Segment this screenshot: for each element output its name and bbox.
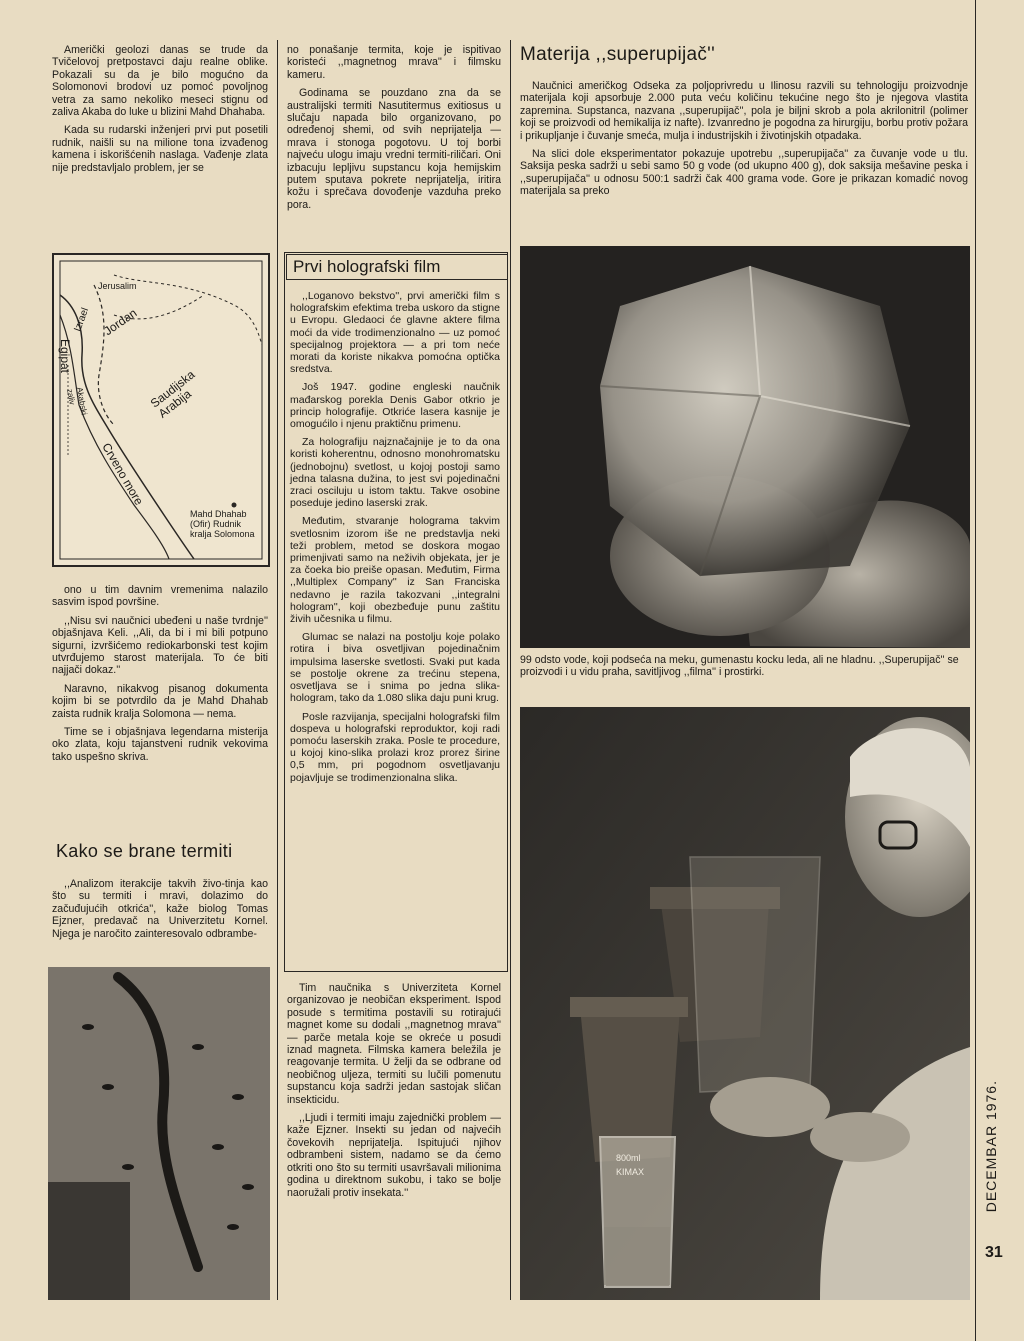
paragraph: Godinama se pouzdano zna da se australijski termiti Nasutitermus exitiosus u slučaju napada bilo organizovano, po određenoj shemi, od svih neprijatelja — mrava i stonoga pogotovu. U toj borbi najveću ulogu imaju vredni termiti-riličari. Oni izbacuju lepljivu supstancu koja hemijskim putem sputava pokrete neprijatelja, iritira kožu i sprečava dovođenje vazduha preko pora. — [287, 87, 501, 211]
column2-bottom-text — [287, 982, 501, 1205]
experimenter-photo — [520, 707, 970, 1300]
paragraph: Još 1947. godine engleski naučnik mađarskog porekla Denis Gabor otkrio je princip holografije. Otkriće lasera kasnije je omogućilo i njenu praktičnu primenu. — [290, 381, 500, 431]
map-label-gulf-of-aqaba: Akabski zaliv — [65, 386, 89, 416]
column-rule-1 — [277, 40, 278, 1300]
right-margin-rule — [975, 0, 976, 1341]
termite-illustration — [48, 967, 270, 1300]
paragraph: ono u tim davnim vremenima nalazilo sasvim ispod površine. — [52, 584, 268, 609]
map-label-egypt: Egipat — [58, 338, 73, 374]
paragraph: Naučnici američkog Odseka za poljoprivredu u Ilinosu razvili su tehnologiju proizvodnje materijala koji apsorbuje 2.000 puta veću količinu tekućine nego što je njegova vlastita zapremina. Supstanca, nazvana ,,superupijač'', pola je biljni skrob a pola akrilonitril (polimer koji se proizvodi od hemikalija iz nafte). Izvanredno je pogodna za hirurgiju, borbu protiv požara i prikupljanje i čuvanje smeća, mulja i industrijskih i životinjskih otpadaka. — [520, 80, 968, 142]
paragraph: ,,Nisu svi naučnici ubeđeni u naše tvrdnje'' objašnjava Keli. ,,Ali, da bi i mi bili potpuno sigurni, izvršićemo rediokarbonski test kojim utvrđujemo starost materijala. To će biti najjači dokaz.'' — [52, 614, 268, 677]
issue-date: DECEMBAR 1976. — [983, 1080, 999, 1213]
map-label-saudi-arabia: Saudijska Arabija — [147, 367, 198, 421]
termiti-heading: Kako se brane termiti — [56, 841, 233, 861]
termite-photo — [48, 967, 270, 1300]
map-label-mahd-dhahab: Mahd Dhahab (Ofir) Rudnik kralja Solomona — [190, 509, 255, 539]
paragraph: Posle razvijanja, specijalni holografski film dospeva u holografski reproduktor, koji radi pomoću laserskih zraka. Posle te procedure, u kojoj kino-slika prolazi kroz prorez širine 0,5 mm, pri pogodnom osvetljavanju pojavljuje se trodimenzionalna slika. — [290, 710, 500, 784]
paragraph: Naravno, nikakvog pisanog dokumenta kojim bi se potvrdilo da je Mahd Dhahab zaista rudnik kralja Solomona — nema. — [52, 682, 268, 720]
map-label-jerusalem: Jerusalim — [98, 281, 137, 291]
cube-illustration — [520, 246, 970, 648]
paragraph: Na slici dole eksperimentator pokazuje upotrebu ,,superupijača'' za čuvanje vode u tlu. Saksija peska sadrži u sebi samo 50 g vode (od ukupno 400 g), dok saksija mešavine peska i ,,superupijača'' u odnosu 500:1 sadrži čak 400 grama vode. Gore je prikazan komadić novog materijala sa preko — [520, 148, 968, 198]
column1-middle-text — [52, 584, 268, 769]
experimenter-illustration — [520, 707, 970, 1300]
column2-top-text — [287, 44, 501, 217]
cube-photo-caption: 99 odsto vode, koji podseća na meku, gumenastu kocku leda, ali ne hladnu. ,,Superupijač'' se proizvodi i u vidu praha, savitljivog ,,filma'' i prostirki. — [520, 654, 959, 679]
superabsorbent-cube-photo — [520, 246, 970, 648]
paragraph: Američki geolozi danas se trude da Tvičelovoj pretpostavci daju realne oblike. Pokazali su da je bilo mogućno da Solomonovi brodovi uz pomoć povoljnog vetra za samo nekoliko meseci stignu od zaliva Akaba do luke u blizini Mahd Dhahaba. — [52, 44, 268, 119]
column-rule-2 — [510, 40, 511, 1300]
paragraph: ,,Analizom iterakcije takvih živo-tinja kao što su termiti i mravi, dolazimo do začuđujućih otkrića'', kaže biolog Tomas Ejzner, predavač na Univerzitetu Kornel. Njega je naročito zainteresovalo odbrambe- — [52, 878, 268, 940]
page-number: 31 — [985, 1244, 1003, 1261]
paragraph: ,,Ljudi i termiti imaju zajednički problem — kaže Ejzner. Insekti su jedan od najvećih čovekovih neprijatelja. Ispitujući njihov odbrambeni sistem, nadamo se da ćemo otkriti ono što su termiti usavršavali milionima godina u direktnom sukobu, i tako se bolje naoružali protiv insekata.'' — [287, 1112, 501, 1199]
map-figure — [52, 253, 270, 567]
paragraph: Za holografiju najznačajnije je to da ona koristi koherentnu, odnosno monohromatsku (jednobojnu) svetlost, u kojoj postoji samo jedna talasna dužina, to jest svi pojedinačni zraci osciluju u istom taktu. Takve osobine poseduje jedino laserski zrak. — [290, 436, 500, 510]
paragraph: no ponašanje termita, koje je ispitivao koristeći ,,magnetnog mrava'' i filmsku kameru. — [287, 44, 501, 81]
paragraph: Tim naučnika s Univerziteta Kornel organizovao je neobičan eksperiment. Ispod posude s termitima postavili su rotirajući magnet kome su dodali ,,magnetnog mrava'' — parče metala koje se okreće u posudi iznad magneta. Filmska kamera beležila je reagovanje termita. U želji da se odbrane od neobičnog uljeza, termiti su lučili pomenutu supstancu koja sadrži jedan sastojak sličan insekticidu. — [287, 982, 501, 1106]
paragraph: Kada su rudarski inženjeri prvi put posetili rudnik, naišli su na milione tona izvađenog kamena i iskorišćenih naslaga. Vađenje zlata nije predstavljalo problem, jer se — [52, 124, 268, 174]
beaker-label-brand: KIMAX — [616, 1167, 645, 1177]
beaker-label-volume: 800ml — [616, 1153, 641, 1163]
map-label-israel: Izrael — [72, 306, 92, 334]
paragraph: Međutim, stvaranje holograma takvim svetlosnim izorom iše ne predstavlja neki teži problem, metod se doskora mogao primenjivati samo na neživih objekata, jer je za čoeka bio preiše opasan. Međutim, Firma ,,Multiplex Company'' iz San Franciska nedavno je razila takozvani ,,integralni hologram'', koji obezbeđuje punu zaštitu živih učesnika u filmu. — [290, 515, 500, 626]
termiti-intro-text — [52, 878, 268, 946]
paragraph: Glumac se nalazi na postolju koje polako rotira i biva osvetljivan pojedinačnim impulsima laserske svetlosti. Svaki put kada se postolje okrene za trećinu stepena, osvetljava se i snima po jedna slika-hologram, tako da 1.080 slika daju puni krug. — [290, 631, 500, 705]
paragraph: ,,Loganovo bekstvo'', prvi američki film s holografskim efektima treba uskoro da stigne u Evropu. Gledaoci će glavne aktere filma moći da vide trodimenzionalno — uz pomoć specijalnog projektora — a pri tom neće morati da koriste nikakva pomoćna optička sredstva. — [290, 290, 500, 376]
paragraph: Time se i objašnjava legendarna misterija oko zlata, koju tajanstveni rudnik vekovima tako uspešno skriva. — [52, 726, 268, 763]
column1-top-text — [52, 44, 268, 174]
holography-text — [290, 290, 500, 790]
materija-text — [520, 80, 968, 198]
map-label-red-sea: Crveno more — [99, 440, 147, 508]
map-label-jordan: Jordan — [101, 305, 140, 339]
materija-heading: Materija ,,superupijač'' — [520, 44, 716, 65]
holography-heading: Prvi holografski film — [286, 254, 508, 280]
